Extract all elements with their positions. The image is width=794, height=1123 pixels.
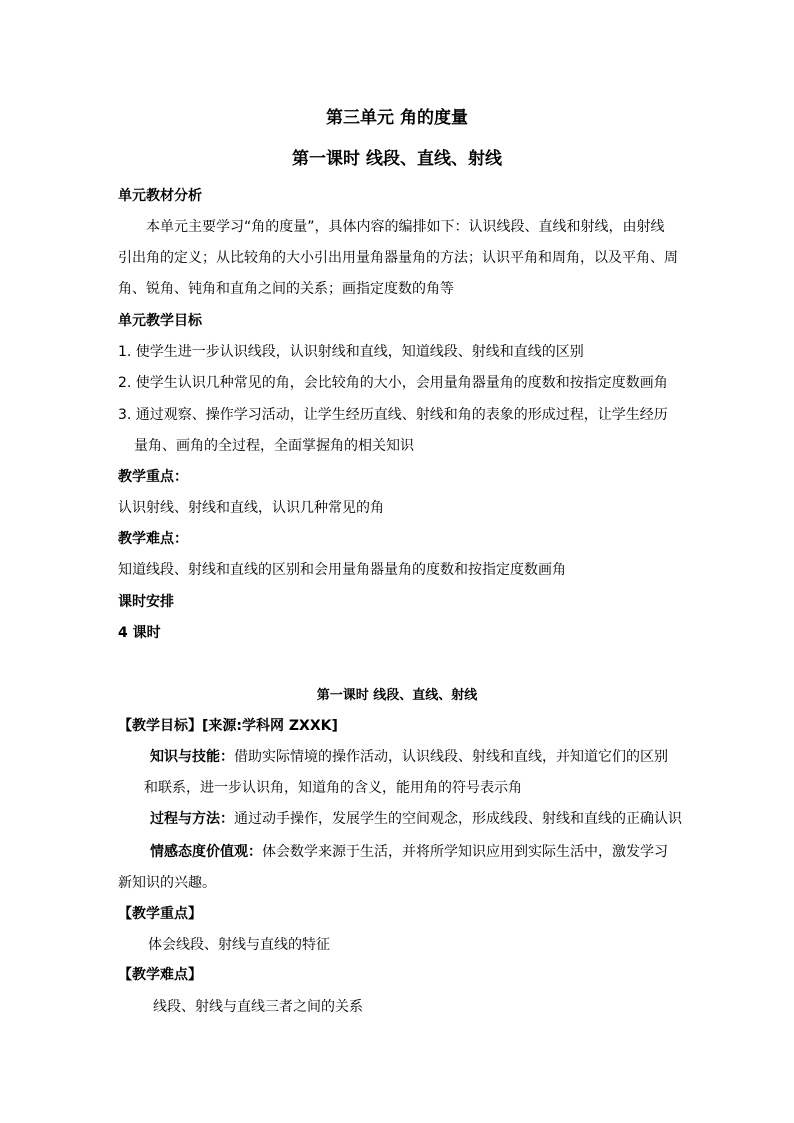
lesson-title-small: 第一课时 线段、直线、射线 — [316, 688, 478, 703]
process-method-line — [150, 809, 682, 829]
unit-title: 第三单元 角的度量 — [326, 108, 468, 128]
lesson-diff-heading: 【教学难点】 — [118, 967, 202, 983]
unit-goal-3: 3. 通过观察、操作学习活动，让学生经历直线、射线和角的表象的形成过程，让学生经历 — [118, 407, 668, 423]
difficulties-heading: 教学难点： — [118, 531, 188, 547]
unit-analysis-heading: 单元教材分析 — [118, 188, 202, 204]
unit-analysis-line-1: 本单元主要学习“角的度量”，具体内容的编排如下：认识线段、直线和射线，由射线 — [146, 219, 665, 235]
unit-goal-3-cont: 量角、画角的全过程，全面掌握角的相关知识 — [134, 438, 414, 454]
unit-goals-heading: 单元教学目标 — [118, 313, 202, 329]
unit-analysis-line-3: 角、锐角、钝角和直角之间的关系；画指定度数的角等 — [118, 281, 454, 297]
difficulties-text: 知道线段、射线和直线的区别和会用量角器量角的度数和按指定度数画角 — [118, 562, 566, 578]
lesson-goals-heading: 【教学目标】[来源:学科网 ZXXK] — [118, 718, 338, 734]
attitude-label: 情感态度价值观： — [150, 844, 262, 860]
unit-analysis-line-2: 引出角的定义；从比较角的大小引出用量角器量角的方法；认识平角和周角，以及平角、周 — [118, 250, 678, 266]
attitude-text: 体会数学来源于生活，并将所学知识应用到实际生活中，激发学习 — [262, 844, 668, 860]
lesson-title: 第一课时 线段、直线、射线 — [292, 149, 502, 169]
key-points-heading: 教学重点： — [118, 469, 188, 485]
knowledge-skill-line — [150, 747, 668, 767]
process-method-text: 通过动手操作，发展学生的空间观念，形成线段、射线和直线的正确认识 — [234, 811, 682, 827]
knowledge-skill-cont: 和联系，进一步认识角，知道角的含义，能用角的符号表示角 — [144, 780, 522, 796]
lesson-key-heading: 【教学重点】 — [118, 906, 202, 922]
attitude-cont: 新知识的兴趣。 — [118, 875, 216, 891]
lesson-diff-text: 线段、射线与直线三者之间的关系 — [153, 999, 363, 1015]
unit-goal-1: 1. 使学生进一步认识线段，认识射线和直线，知道线段、射线和直线的区别 — [118, 344, 584, 360]
schedule-heading: 课时安排 — [118, 594, 174, 610]
key-points-text: 认识射线、射线和直线，认识几种常见的角 — [118, 500, 384, 516]
unit-goal-2: 2. 使学生认识几种常见的角，会比较角的大小，会用量角器量角的度数和按指定度数画角 — [118, 375, 668, 391]
process-method-label: 过程与方法： — [150, 811, 234, 827]
schedule-text: 4 课时 — [118, 625, 161, 641]
knowledge-skill-text: 借助实际情境的操作活动，认识线段、射线和直线，并知道它们的区别 — [234, 749, 668, 765]
knowledge-skill-label: 知识与技能： — [150, 749, 234, 765]
lesson-key-text: 体会线段、射线与直线的特征 — [148, 937, 330, 953]
attitude-line — [150, 842, 668, 862]
